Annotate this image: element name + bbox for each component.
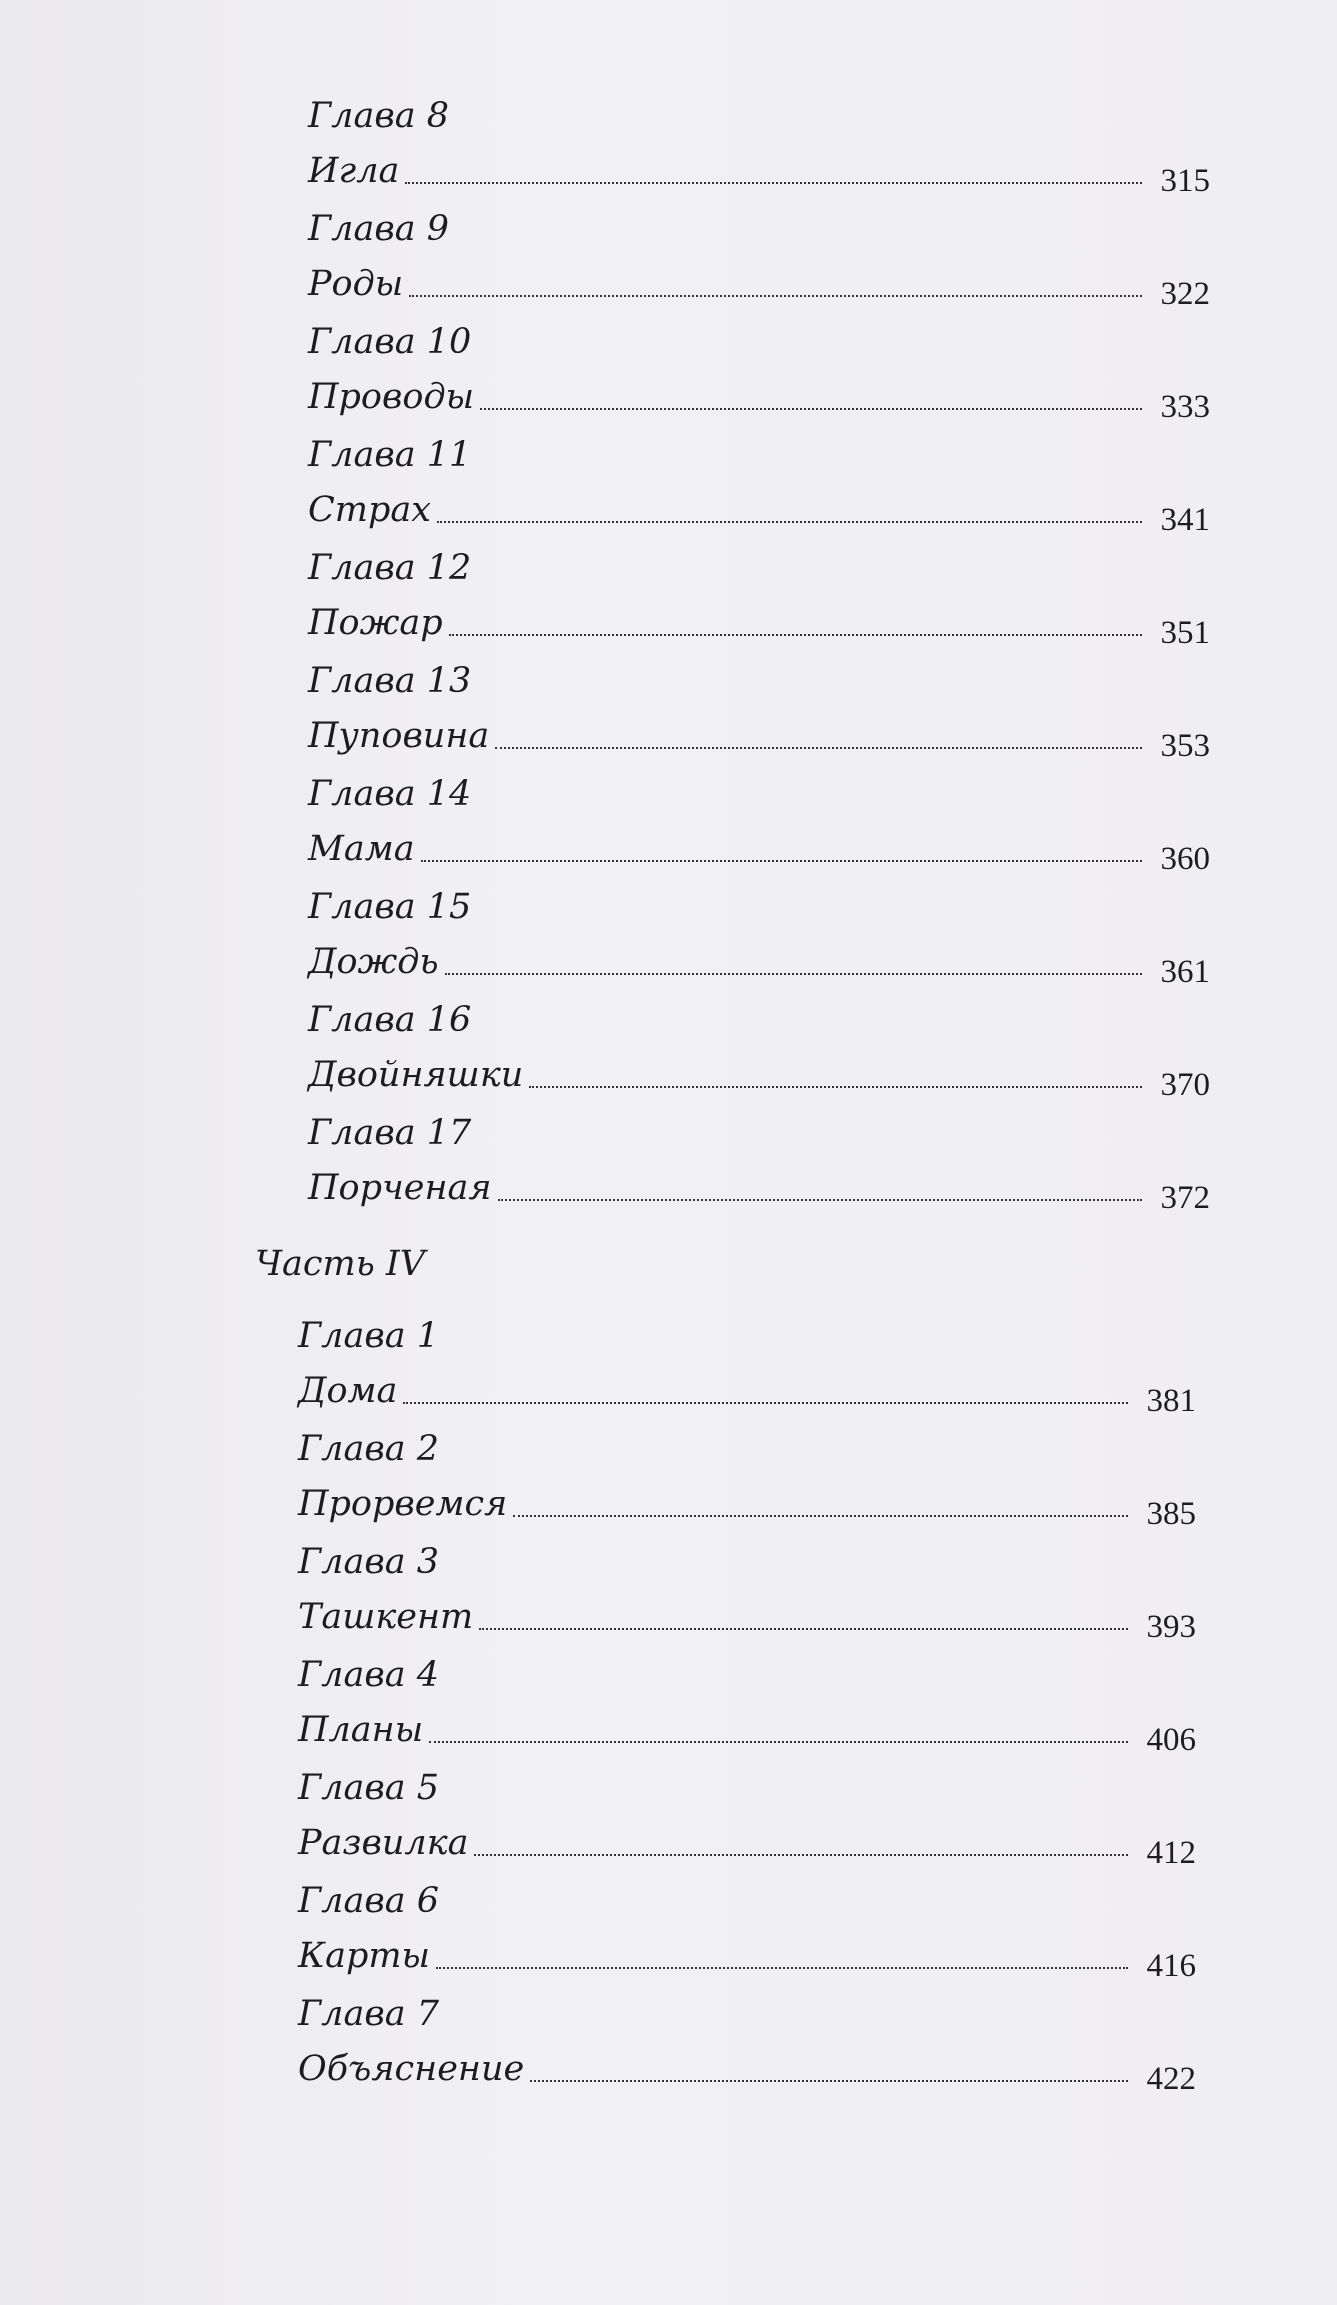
toc-entry — [308, 484, 1210, 538]
chapter-label: Глава 12 — [308, 548, 472, 588]
toc-entry — [298, 2043, 1196, 2097]
chapter-title: Дома — [298, 1371, 398, 1411]
dot-leader — [436, 1966, 1128, 1969]
toc-chapter — [250, 1877, 1210, 1990]
toc-chapter — [250, 92, 1210, 205]
dot-leader — [429, 1740, 1128, 1743]
chapter-title: Проводы — [308, 377, 475, 417]
toc-entry — [298, 1704, 1196, 1758]
dot-leader — [530, 2079, 1128, 2082]
chapter-label: Глава 5 — [298, 1768, 439, 1808]
toc-entry — [308, 258, 1210, 312]
part-section — [250, 1312, 1210, 2103]
chapter-title: Игла — [308, 151, 400, 191]
page-number: 360 — [1160, 841, 1210, 877]
toc-entry — [308, 597, 1210, 651]
chapter-title: Ташкент — [298, 1597, 474, 1637]
chapter-title: Порченая — [308, 1168, 492, 1208]
chapter-label: Глава 14 — [308, 774, 472, 814]
toc-entry — [298, 1478, 1196, 1532]
chapter-label: Глава 17 — [308, 1113, 472, 1153]
chapter-label: Глава 2 — [298, 1429, 439, 1469]
toc-entry — [308, 1162, 1210, 1216]
chapter-label: Глава 9 — [308, 209, 449, 249]
chapter-label: Глава 8 — [308, 96, 449, 136]
page-number: 370 — [1160, 1067, 1210, 1103]
table-of-contents — [250, 92, 1210, 2103]
chapter-title: Мама — [308, 829, 415, 869]
page-number: 393 — [1146, 1609, 1196, 1645]
chapter-label: Глава 16 — [308, 1000, 472, 1040]
toc-chapter — [250, 1764, 1210, 1877]
dot-leader — [480, 407, 1142, 410]
chapter-title: Объяснение — [298, 2049, 525, 2089]
page-number: 385 — [1146, 1496, 1196, 1532]
dot-leader — [421, 859, 1142, 862]
toc-entry — [308, 145, 1210, 199]
toc-entry — [298, 1365, 1196, 1419]
toc-chapter — [250, 1425, 1210, 1538]
toc-entry — [308, 371, 1210, 425]
toc-chapter — [250, 1538, 1210, 1651]
chapter-title: Прорвемся — [298, 1484, 508, 1524]
toc-entry — [308, 823, 1210, 877]
toc-chapter — [250, 883, 1210, 996]
page-number: 341 — [1160, 502, 1210, 538]
toc-entry — [308, 1049, 1210, 1103]
part-heading — [250, 1222, 1210, 1312]
chapter-label: Глава 7 — [298, 1994, 439, 2034]
toc-chapter — [250, 1651, 1210, 1764]
dot-leader — [445, 972, 1142, 975]
dot-leader — [409, 294, 1142, 297]
page-number: 351 — [1160, 615, 1210, 651]
toc-chapter — [250, 544, 1210, 657]
toc-chapter — [250, 657, 1210, 770]
chapter-title: Пожар — [308, 603, 443, 643]
page-number: 333 — [1160, 389, 1210, 425]
chapter-label: Глава 10 — [308, 322, 472, 362]
page-number: 353 — [1160, 728, 1210, 764]
toc-entry — [298, 1817, 1196, 1871]
dot-leader — [405, 181, 1142, 184]
toc-chapter — [250, 770, 1210, 883]
chapter-title: Страх — [308, 490, 431, 530]
page-number: 381 — [1146, 1383, 1196, 1419]
chapter-label: Глава 4 — [298, 1655, 439, 1695]
dot-leader — [479, 1627, 1128, 1630]
dot-leader — [495, 746, 1142, 749]
page-number: 315 — [1160, 163, 1210, 199]
toc-chapter — [250, 996, 1210, 1109]
page-number: 361 — [1160, 954, 1210, 990]
chapter-label: Глава 11 — [308, 435, 472, 475]
chapter-label: Глава 6 — [298, 1881, 439, 1921]
chapter-title: Дождь — [308, 942, 439, 982]
page-number: 422 — [1146, 2061, 1196, 2097]
chapter-label: Глава 3 — [298, 1542, 439, 1582]
toc-chapter — [250, 1109, 1210, 1222]
page-number: 322 — [1160, 276, 1210, 312]
dot-leader — [449, 633, 1142, 636]
toc-chapter — [250, 1990, 1210, 2103]
toc-chapter — [250, 1312, 1210, 1425]
chapter-title: Развилка — [298, 1823, 469, 1863]
page-number: 372 — [1160, 1180, 1210, 1216]
chapter-title: Карты — [298, 1936, 431, 1976]
chapter-title: Пуповина — [308, 716, 490, 756]
chapter-label: Глава 15 — [308, 887, 472, 927]
page-number: 406 — [1146, 1722, 1196, 1758]
toc-entry — [298, 1591, 1196, 1645]
chapter-title: Планы — [298, 1710, 424, 1750]
dot-leader — [529, 1085, 1142, 1088]
toc-entry — [308, 710, 1210, 764]
toc-entry — [308, 936, 1210, 990]
toc-chapter — [250, 318, 1210, 431]
chapter-label: Глава 1 — [298, 1316, 439, 1356]
dot-leader — [498, 1198, 1142, 1201]
chapter-label: Глава 13 — [308, 661, 472, 701]
dot-leader — [513, 1514, 1128, 1517]
dot-leader — [403, 1401, 1128, 1404]
page-number: 412 — [1146, 1835, 1196, 1871]
part-label: Часть IV — [255, 1244, 425, 1284]
dot-leader — [437, 520, 1142, 523]
toc-chapter — [250, 431, 1210, 544]
chapter-title: Роды — [308, 264, 404, 304]
dot-leader — [474, 1853, 1128, 1856]
chapter-title: Двойняшки — [308, 1055, 524, 1095]
toc-chapter — [250, 205, 1210, 318]
page-number: 416 — [1146, 1948, 1196, 1984]
toc-entry — [298, 1930, 1196, 1984]
